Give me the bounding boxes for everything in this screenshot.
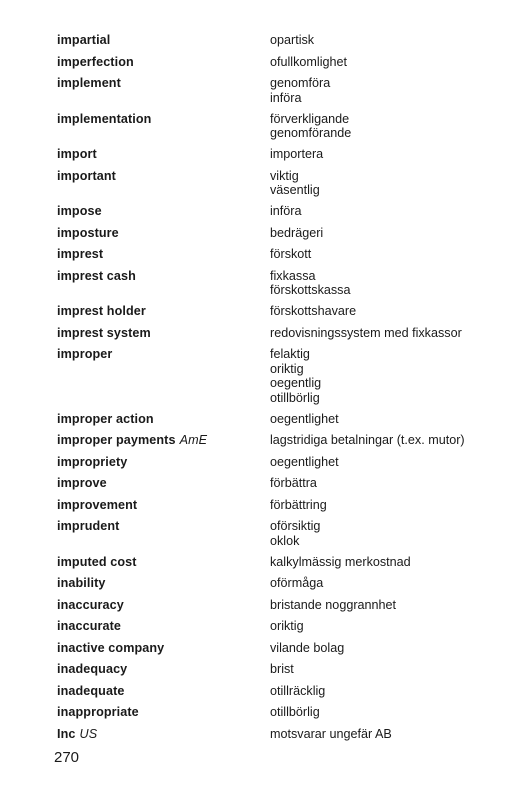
- entry-translation: oegentlighet: [270, 411, 339, 426]
- entry-translation: bedrägeri: [270, 225, 324, 240]
- entry-term-text: inactive company: [57, 640, 165, 655]
- entry-term: [57, 226, 270, 241]
- entry-translations: [270, 247, 507, 262]
- entry-qualifier: AmE: [179, 433, 208, 447]
- dictionary-entry: [57, 619, 507, 634]
- entry-translations: [270, 641, 507, 656]
- entry-term-text: inadequate: [57, 683, 125, 698]
- dictionary-entry: [57, 33, 507, 48]
- entry-term: [57, 347, 270, 362]
- entry-translations: [270, 433, 507, 448]
- page-number: 270: [54, 749, 80, 766]
- entry-translations: [270, 304, 507, 319]
- dictionary-entry: [57, 347, 507, 405]
- entry-term-text: implement: [57, 76, 121, 90]
- entry-translation: felaktig: [270, 347, 310, 361]
- entry-term-text: improper action: [57, 411, 154, 426]
- entry-term-text: imprudent: [57, 519, 120, 533]
- entry-translation: genomföra: [270, 76, 331, 90]
- entry-translation: oegentlighet: [270, 454, 339, 469]
- entry-term: [57, 247, 270, 262]
- entry-term: [57, 519, 270, 534]
- entry-translations: [270, 412, 507, 427]
- entry-term-text: imposture: [57, 225, 119, 240]
- entry-term: [57, 576, 270, 591]
- entry-term: [57, 433, 270, 448]
- entry-term: [57, 269, 270, 284]
- entry-term-text: imprest holder: [57, 304, 146, 318]
- entry-term: [57, 684, 270, 699]
- entry-translations: [270, 326, 507, 341]
- dictionary-entry: [57, 576, 507, 591]
- entry-term-text: important: [57, 168, 116, 183]
- entry-qualifier: US: [79, 726, 98, 741]
- entry-translation: fixkassa: [270, 268, 316, 283]
- entry-translation: genomförande: [270, 126, 352, 140]
- entry-translation: otillräcklig: [270, 683, 326, 698]
- entry-term: [57, 412, 270, 427]
- entry-term-text: impropriety: [57, 454, 128, 469]
- dictionary-entry: [57, 412, 507, 427]
- entry-translations: [270, 55, 507, 70]
- dictionary-entry: [57, 662, 507, 677]
- entry-translations: [270, 204, 507, 219]
- dictionary-entry: [57, 304, 507, 319]
- entry-translations: [270, 226, 507, 241]
- entry-term-text: improvement: [57, 497, 138, 512]
- dictionary-entry: [57, 76, 507, 105]
- entry-translations: [270, 684, 507, 699]
- entry-term: [57, 33, 270, 48]
- entry-translation: brist: [270, 662, 294, 676]
- entry-translations: [270, 576, 507, 591]
- entry-term: [57, 727, 270, 742]
- entry-translations: [270, 727, 507, 742]
- dictionary-entry: [57, 147, 507, 162]
- entry-translation: vilande bolag: [270, 640, 345, 655]
- entry-translation: förverkligande: [270, 111, 350, 126]
- entry-translation: motsvarar ungefär AB: [270, 726, 392, 741]
- dictionary-entry: [57, 55, 507, 70]
- dictionary-entry: [57, 247, 507, 262]
- entry-translation: otillbörlig: [270, 705, 320, 719]
- entry-translations: [270, 705, 507, 720]
- dictionary-entry: [57, 598, 507, 613]
- dictionary-entry: [57, 641, 507, 656]
- entry-translations: [270, 619, 507, 634]
- dictionary-entry: [57, 269, 507, 298]
- entry-term-text: inaccuracy: [57, 597, 124, 612]
- entry-translations: [270, 598, 507, 613]
- entry-term: [57, 555, 270, 570]
- entry-term-text: improve: [57, 476, 107, 490]
- dictionary-entry: [57, 684, 507, 699]
- entry-translations: [270, 76, 507, 105]
- entry-translations: [270, 347, 507, 405]
- entry-term-text: inability: [57, 576, 106, 590]
- entry-translations: [270, 33, 507, 48]
- dictionary-entry: [57, 433, 507, 448]
- entry-translation: införa: [270, 204, 302, 218]
- entry-translation: opartisk: [270, 33, 315, 47]
- entry-term: [57, 147, 270, 162]
- entry-term: [57, 112, 270, 127]
- entry-translation: införa: [270, 90, 302, 105]
- entry-term-text: imprest cash: [57, 268, 136, 283]
- entry-translation: viktig: [270, 168, 299, 183]
- entry-translations: [270, 662, 507, 677]
- entry-translation: lagstridiga betalningar (t.ex. mutor): [270, 433, 465, 447]
- entry-term: [57, 619, 270, 634]
- entry-translations: [270, 169, 507, 198]
- entry-term-text: inadequacy: [57, 662, 128, 676]
- dictionary-entry: [57, 705, 507, 720]
- dictionary-entry: [57, 498, 507, 513]
- entry-translations: [270, 476, 507, 491]
- entry-translation: oklok: [270, 533, 300, 548]
- entry-term: [57, 169, 270, 184]
- entry-term: [57, 598, 270, 613]
- entry-term: [57, 304, 270, 319]
- dictionary-entry: [57, 727, 507, 742]
- entry-term-text: imprest system: [57, 325, 151, 340]
- entry-translations: [270, 269, 507, 298]
- dictionary-entry: [57, 326, 507, 341]
- entry-translation: förskottskassa: [270, 283, 351, 297]
- entry-translation: oegentlig: [270, 376, 322, 390]
- dictionary-entry: [57, 169, 507, 198]
- entry-translation: ofullkomlighet: [270, 54, 348, 69]
- entry-term-text: import: [57, 147, 97, 161]
- entry-term-text: Inc: [57, 726, 76, 741]
- entry-list: [57, 33, 507, 742]
- entry-term-text: inappropriate: [57, 705, 139, 719]
- entry-term-text: implementation: [57, 111, 152, 126]
- entry-translations: [270, 147, 507, 162]
- entry-translation: oriktig: [270, 361, 304, 376]
- entry-translation: förskott: [270, 247, 312, 261]
- entry-term: [57, 641, 270, 656]
- dictionary-entry: [57, 476, 507, 491]
- entry-translation: väsentlig: [270, 183, 320, 197]
- entry-translation: oriktig: [270, 619, 304, 633]
- entry-term: [57, 204, 270, 219]
- entry-term-text: imperfection: [57, 54, 134, 69]
- entry-translation: förskottshavare: [270, 304, 357, 318]
- entry-translation: importera: [270, 147, 324, 161]
- dictionary-entry: [57, 204, 507, 219]
- entry-translations: [270, 555, 507, 570]
- entry-term: [57, 326, 270, 341]
- entry-translations: [270, 498, 507, 513]
- entry-translation: kalkylmässig merkostnad: [270, 554, 411, 569]
- entry-translation: förbättring: [270, 497, 327, 512]
- dictionary-entry: [57, 519, 507, 548]
- entry-translation: oförmåga: [270, 576, 324, 590]
- entry-term-text: imputed cost: [57, 554, 137, 569]
- entry-term: [57, 705, 270, 720]
- entry-term-text: imprest: [57, 247, 104, 261]
- entry-term: [57, 55, 270, 70]
- entry-translation: otillbörlig: [270, 390, 320, 405]
- dictionary-entry: [57, 455, 507, 470]
- entry-translation: redovisningssystem med fixkassor: [270, 325, 462, 340]
- entry-term-text: impose: [57, 204, 102, 218]
- dictionary-entry: [57, 555, 507, 570]
- entry-translation: bristande noggrannhet: [270, 597, 397, 612]
- dictionary-entry: [57, 226, 507, 241]
- entry-term: [57, 662, 270, 677]
- dictionary-entry: [57, 112, 507, 141]
- entry-term-text: improper: [57, 347, 113, 361]
- entry-translation: förbättra: [270, 476, 317, 490]
- entry-translations: [270, 112, 507, 141]
- entry-term-text: impartial: [57, 33, 111, 47]
- entry-translations: [270, 519, 507, 548]
- entry-term-text: improper payments: [57, 433, 176, 447]
- entry-translation: oförsiktig: [270, 519, 321, 533]
- entry-translations: [270, 455, 507, 470]
- entry-term-text: inaccurate: [57, 619, 121, 633]
- entry-term: [57, 476, 270, 491]
- entry-term: [57, 76, 270, 91]
- entry-term: [57, 498, 270, 513]
- entry-term: [57, 455, 270, 470]
